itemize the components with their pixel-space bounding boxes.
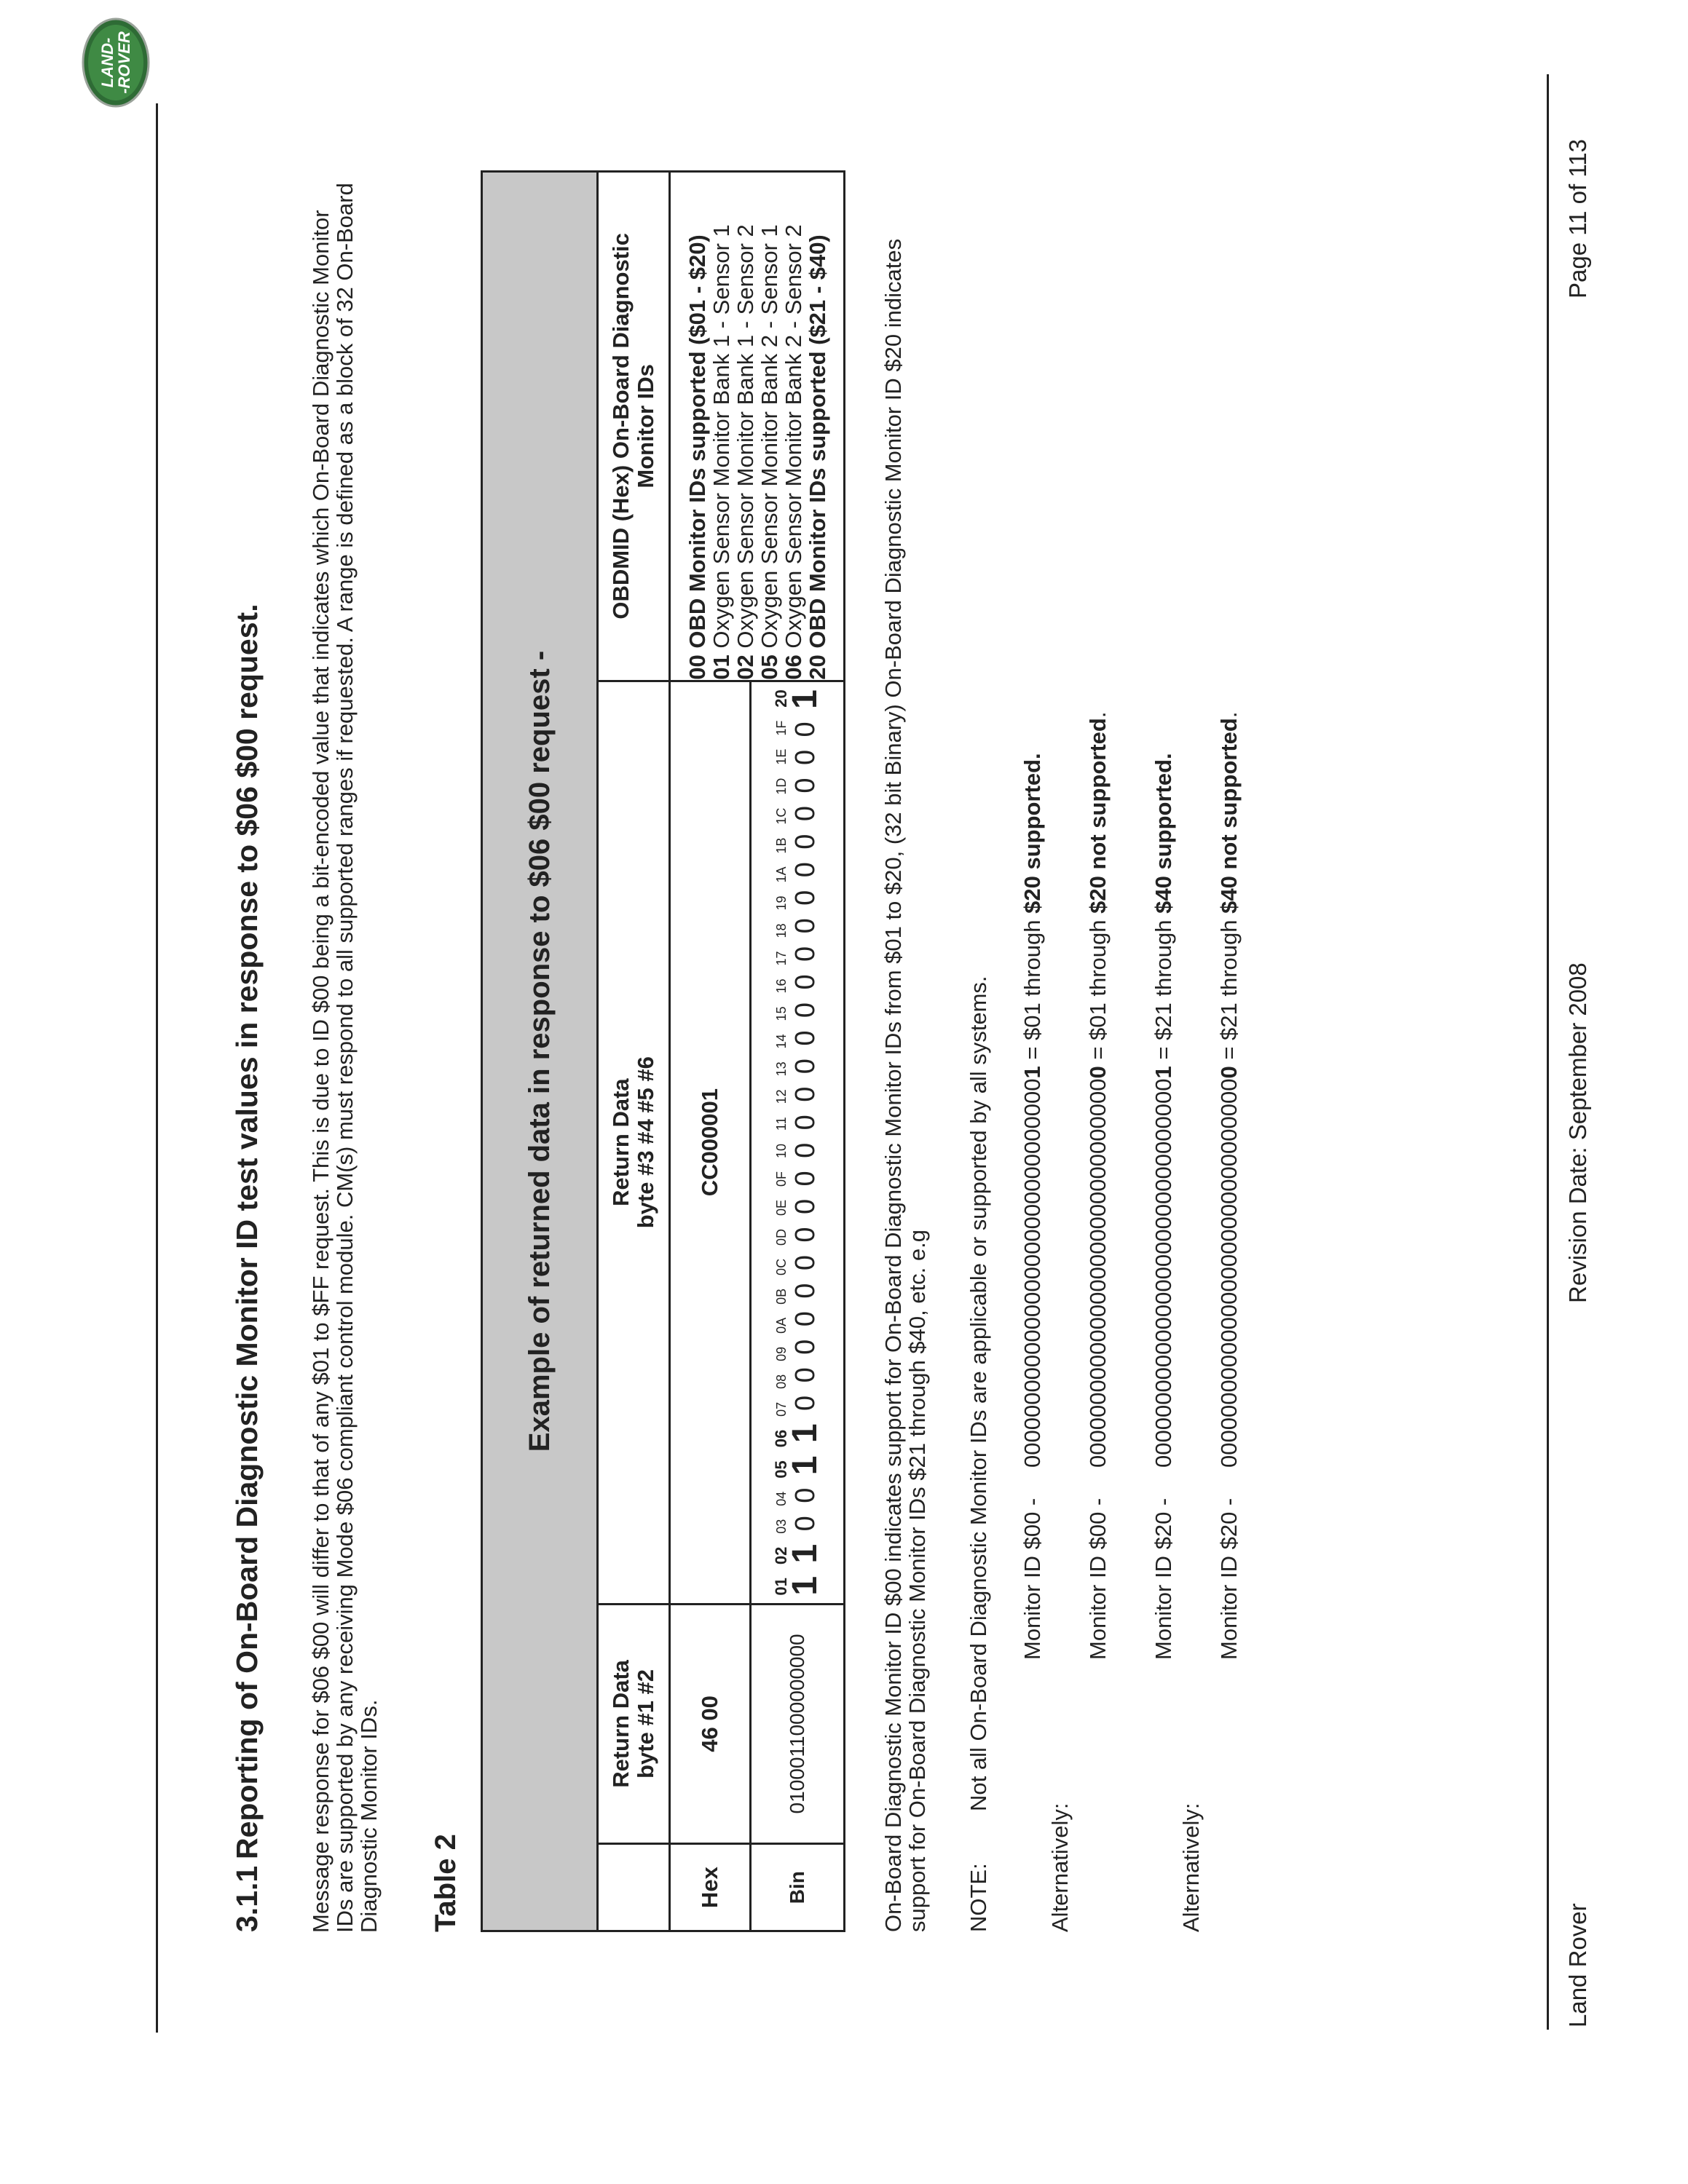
bit-value: 0 (790, 1115, 821, 1131)
logo-text-1: LAND- (98, 37, 117, 88)
bit-value: 0 (790, 1198, 821, 1215)
bit-label: 08 (774, 1374, 789, 1389)
bit-value: 1 (786, 689, 824, 709)
obdmid-text: Oxygen Sensor Monitor Bank 1 - Sensor 2 (732, 224, 758, 649)
bit-label: 12 (774, 1089, 789, 1104)
bit-label: 13 (774, 1061, 789, 1077)
bit-label: 1E (774, 748, 789, 765)
obdmid-item (781, 173, 805, 680)
bit-label: 20 (772, 689, 790, 708)
bit-value: 0 (790, 1311, 821, 1327)
bit-value: 0 (790, 890, 821, 906)
header-obdmid (598, 172, 670, 681)
monitor-range: = $21 through (1151, 913, 1176, 1067)
bit-label: 19 (774, 895, 789, 911)
bottom-rule (1547, 74, 1549, 2030)
bit-label: 0F (774, 1171, 789, 1187)
section-title: Reporting of On-Board Diagnostic Monitor ID test values in response to $06 $00 request. (230, 604, 264, 1859)
note-label: NOTE: (966, 1863, 991, 1932)
bit-label: 06 (772, 1429, 790, 1448)
bit-label: 17 (774, 951, 789, 966)
monitor-id: Monitor ID $00 - (1019, 1497, 1045, 1660)
obdmid-lines (685, 173, 829, 680)
intro-paragraph: Message response for $06 $00 will differ to that of any $01 to $FF request. This is due to ID $00 being a bit-encoded value that indicates which On-Board Diagnostic Monitor IDs are supported by any receiving Mode $06 compliant control module. CM(s) must respond to all supported ranges if requested. A range is defined as a block of 32 On-Board Diagnostic Monitor IDs. (308, 183, 382, 1933)
monitor-bits: 0000000000000000000000000000000 (1019, 1078, 1045, 1468)
monitor-example-row (1019, 753, 1046, 1660)
obdmid-code: 00 (684, 654, 710, 680)
bit-value: 0 (790, 1255, 821, 1271)
bin-bits-cell (751, 681, 845, 1604)
bit-label: 15 (774, 1006, 789, 1021)
header-bytes12-line2: byte #1 #2 (633, 1669, 658, 1779)
alternatively-label: Alternatively: (1047, 1803, 1073, 1932)
monitor-id: Monitor ID $20 - (1216, 1497, 1242, 1660)
header-bytes12 (598, 1604, 670, 1844)
alternatively-label: Alternatively: (1178, 1803, 1204, 1932)
bit-label: 16 (774, 978, 789, 994)
header-bytes3456-line1: Return Data (608, 1078, 634, 1207)
bit-label: 0C (774, 1258, 789, 1275)
monitor-example-row (1216, 712, 1242, 1660)
bit-value: 0 (790, 862, 821, 878)
row-label-hex: Hex (670, 1844, 751, 1931)
monitor-id: Monitor ID $20 - (1151, 1497, 1176, 1660)
land-rover-logo (82, 17, 150, 108)
header-blank (598, 1844, 670, 1931)
bit-value: 0 (790, 1339, 821, 1355)
hex-bytes3456: CC000001 (670, 681, 751, 1604)
header-bytes3456 (598, 681, 670, 1604)
bit-label: 1C (774, 807, 789, 825)
obdmid-text: OBD Monitor IDs supported ($21 - $40) (804, 234, 830, 649)
monitor-bits: 0000000000000000000000000000000 (1216, 1078, 1242, 1468)
bit-label: 11 (774, 1117, 789, 1131)
obdmid-item (805, 173, 829, 680)
bit-value: 0 (790, 1283, 821, 1299)
monitor-bits: 0000000000000000000000000000000 (1085, 1078, 1111, 1468)
obdmid-code: 05 (756, 654, 782, 680)
bit-value: 0 (790, 1086, 821, 1102)
monitor-result: $40 not supported (1216, 718, 1242, 914)
period: . (1216, 711, 1242, 719)
obdmid-text: OBD Monitor IDs supported ($01 - $20) (684, 234, 710, 649)
header-obdmid-line2: Monitor IDs (633, 364, 658, 488)
bit-label: 0E (774, 1199, 789, 1216)
bit-value: 0 (790, 721, 821, 737)
bit-value: 0 (790, 1002, 821, 1018)
bit-label: 14 (774, 1034, 789, 1049)
monitor-range: = $01 through (1085, 913, 1111, 1067)
obdmid-item (685, 173, 709, 680)
footer-center: Revision Date: September 2008 (1564, 962, 1591, 1303)
section-number: 3.1.1 (230, 1865, 264, 1932)
bit-label: 05 (772, 1460, 790, 1479)
monitor-id: Monitor ID $00 - (1085, 1497, 1111, 1660)
bit-label: 01 (772, 1578, 790, 1596)
bit-value: 0 (790, 749, 821, 766)
bit-value: 0 (790, 1227, 821, 1243)
bit-value: 1 (786, 1455, 824, 1476)
bit-value: 1 (786, 1543, 824, 1564)
bit-value: 0 (790, 946, 821, 962)
obdmid-text: Oxygen Sensor Monitor Bank 2 - Sensor 1 (756, 224, 782, 649)
section-heading (230, 604, 264, 1932)
obdmid-code: 06 (780, 654, 806, 680)
obdmid-text: Oxygen Sensor Monitor Bank 1 - Sensor 1 (708, 224, 734, 649)
header-obdmid-line1: OBDMID (Hex) On-Board Diagnostic (608, 233, 634, 620)
bit-label: 1D (774, 778, 789, 795)
bit-label: 0B (774, 1288, 789, 1305)
table-caption: Example of returned data in response to $06 $00 request - (482, 172, 598, 1931)
monitor-example-row (1085, 712, 1111, 1660)
monitor-example-row (1151, 753, 1177, 1660)
monitor-last-bit: 1 (1151, 1066, 1176, 1079)
bit-value: 0 (790, 974, 821, 990)
bit-value: 0 (790, 834, 821, 850)
monitor-result: $40 supported. (1151, 753, 1176, 914)
bit-label: 1A (774, 866, 789, 883)
obdmid-item (757, 173, 781, 680)
period: . (1085, 711, 1111, 719)
bit-value: 0 (790, 1059, 821, 1075)
footer-page-number: Page 11 of 113 (1564, 139, 1591, 298)
note-text: Not all On-Board Diagnostic Monitor IDs are applicable or supported by all systems. (966, 976, 991, 1811)
bit-value: 1 (786, 1423, 824, 1444)
bit-value: 0 (790, 1171, 821, 1187)
bit-value: 0 (790, 1367, 821, 1383)
bit-label: 0D (774, 1228, 789, 1246)
monitor-bits: 0000000000000000000000000000000 (1151, 1078, 1176, 1468)
table-label: Table 2 (430, 1834, 462, 1932)
top-rule (156, 103, 158, 2033)
obdmid-item (709, 173, 733, 680)
bit-value: 0 (790, 1516, 821, 1532)
bin-bytes12: 0100011000000000 (751, 1604, 845, 1844)
bit-value: 0 (790, 1395, 821, 1411)
header-bytes12-line1: Return Data (608, 1660, 634, 1788)
obdmid-code: 02 (732, 654, 758, 680)
obdmid-text: Oxygen Sensor Monitor Bank 2 - Sensor 2 (780, 224, 806, 649)
bit-value: 0 (790, 778, 821, 794)
bit-label: 10 (774, 1144, 789, 1159)
bit-values (786, 687, 824, 1599)
logo-text-2: -ROVER (115, 31, 133, 94)
bit-label: 07 (774, 1401, 789, 1417)
bit-value: 0 (790, 1030, 821, 1046)
monitor-range: = $21 through (1216, 913, 1242, 1067)
bit-value: 0 (790, 806, 821, 822)
bit-value: 0 (790, 1487, 821, 1503)
obdmid-code: 20 (804, 654, 830, 680)
bit-label: 1B (774, 837, 789, 854)
bit-value: 0 (790, 1142, 821, 1158)
monitor-last-bit: 0 (1216, 1066, 1242, 1079)
monitor-last-bit: 1 (1019, 1066, 1045, 1079)
bit-label: 18 (774, 923, 789, 938)
support-paragraph: On-Board Diagnostic Monitor ID $00 indicates support for On-Board Diagnostic Monitor IDs from $01 to $20, (32 bit Binary) On-Board Diagnostic Monitor ID $20 indicates support for On-Board Diagnostic Monitor IDs $21 through $40, etc. e.g (880, 238, 930, 1932)
row-label-bin: Bin (751, 1844, 845, 1931)
obdmid-list (670, 172, 845, 681)
monitor-result: $20 not supported (1085, 718, 1111, 914)
bit-label: 02 (772, 1546, 790, 1565)
bit-value: 1 (786, 1575, 824, 1596)
bit-label: 0A (774, 1317, 789, 1334)
return-data-table (481, 170, 845, 1932)
monitor-last-bit: 0 (1085, 1066, 1111, 1079)
bit-value: 0 (790, 918, 821, 934)
header-bytes3456-line2: byte #3 #4 #5 #6 (633, 1056, 658, 1229)
obdmid-code: 01 (708, 654, 734, 680)
bit-label: 09 (774, 1346, 789, 1361)
monitor-range: = $01 through (1019, 913, 1045, 1067)
monitor-result: $20 supported. (1019, 753, 1045, 914)
bit-label: 1F (774, 720, 789, 736)
bit-label: 03 (774, 1519, 789, 1534)
hex-bytes12: 46 00 (670, 1604, 751, 1844)
obdmid-item (733, 173, 757, 680)
footer-left: Land Rover (1564, 1903, 1591, 2027)
bit-label: 04 (774, 1491, 789, 1506)
